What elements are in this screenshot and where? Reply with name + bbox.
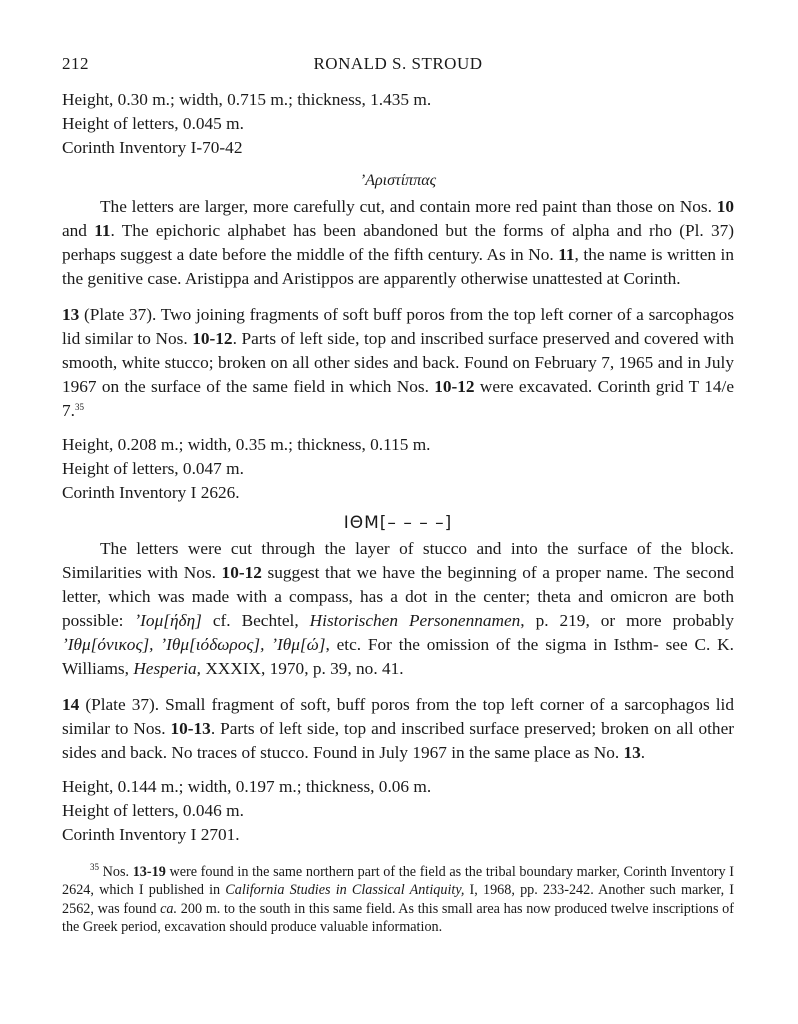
dimensions: Height, 0.208 m.; width, 0.35 m.; thickness, 0.115 m. xyxy=(62,435,431,454)
entry-13-description: 13 (Plate 37). Two joining fragments of soft buff poros from the top left corner of a sarcophagos lid similar to Nos. 10-12. Parts of left side, top and inscribed surface preserved and covered with smooth, white stucco; broken on all other sides and back. Found on February 7, 1965 and in July 1967 on the surface of the same field in which Nos. 10-12 were excavated. Corinth grid T 14/e 7.35 xyxy=(62,305,734,420)
entry-12-measurements xyxy=(62,88,734,160)
entry-12-continued xyxy=(62,88,734,291)
entry-13 xyxy=(62,303,734,681)
letter-height: Height of letters, 0.047 m. xyxy=(62,459,244,478)
inventory-number: Corinth Inventory I-70-42 xyxy=(62,138,243,157)
entry-14 xyxy=(62,693,734,847)
inscription-text xyxy=(62,511,734,535)
entry-13-measurements xyxy=(62,433,734,505)
entry-14-measurements xyxy=(62,775,734,847)
running-head: RONALD S. STROUD xyxy=(313,54,483,73)
letter-height: Height of letters, 0.046 m. xyxy=(62,801,244,820)
footnote-ref: 35 xyxy=(74,402,84,412)
footnote-number: 35 xyxy=(90,862,99,872)
entry-14-description: 14 (Plate 37). Small fragment of soft, buff poros from the top left corner of a sarcophagos lid similar to Nos. 10-13. Parts of left side, top and inscribed surface preserved; broken on all other sides and back. No traces of stucco. Found in July 1967 in the same place as No. 13. xyxy=(62,695,734,762)
entry-number: 13 xyxy=(62,305,80,324)
page-header xyxy=(62,54,734,76)
page-number: 212 xyxy=(62,54,89,73)
letter-height: Height of letters, 0.045 m. xyxy=(62,114,244,133)
footnote: $^{35}$ Nos. 13-19 were found in the same northern part of the field as the tribal boundary marker, Corinth Inventory I 2624, which I published in California Studies in Classical Antiquity, I, 1968, pp. 233-242. Another such marker, I 2562, was found ca. 200 m. to the south in this same field. As this small area has now produced twelve inscriptions of the Greek period, excavation should produce valuable information. xyxy=(62,862,734,936)
greek-name: ʼΑριστίππας xyxy=(359,172,437,189)
entry-number: 14 xyxy=(62,695,80,714)
inventory-number: Corinth Inventory I 2626. xyxy=(62,483,240,502)
page xyxy=(62,54,734,937)
commentary: The letters are larger, more carefully cut, and contain more red paint than those on Nos. 10 and 11. The epichoric alphabet has been abandoned but the forms of alpha and rho (Pl. 37) perhaps suggest a date before the middle of the fifth century. As in No. 11, the name is written in the genitive case. Aristippa and Aristippos are apparently otherwise unattested at Corinth. xyxy=(62,197,734,288)
commentary: The letters were cut through the layer of stucco and into the surface of the block. Similarities with Nos. 10-12 suggest that we have the beginning of a proper name. The second letter, which was made with a compass, has a dot in the center; theta and omicron are both possible: ʼΙομ[ήδη] cf. Bechtel, Historischen Personennamen, p. 219, or more probably ʼΙθμ[όνικος], ʼΙθμ[ιόδωρος], ʼΙθμ[ώ], etc. For the omission of the sigma in Isthm- see C. K. Williams, Hesperia, XXXIX, 1970, p. 39, no. 41. xyxy=(62,539,734,678)
inventory-number: Corinth Inventory I 2701. xyxy=(62,825,240,844)
dimensions: Height, 0.144 m.; width, 0.197 m.; thickness, 0.06 m. xyxy=(62,777,432,796)
inscription-letters: ΙΘΜ[– – – –] xyxy=(343,513,453,533)
dimensions: Height, 0.30 m.; width, 0.715 m.; thickness, 1.435 m. xyxy=(62,90,432,109)
inscription-text xyxy=(62,168,734,193)
